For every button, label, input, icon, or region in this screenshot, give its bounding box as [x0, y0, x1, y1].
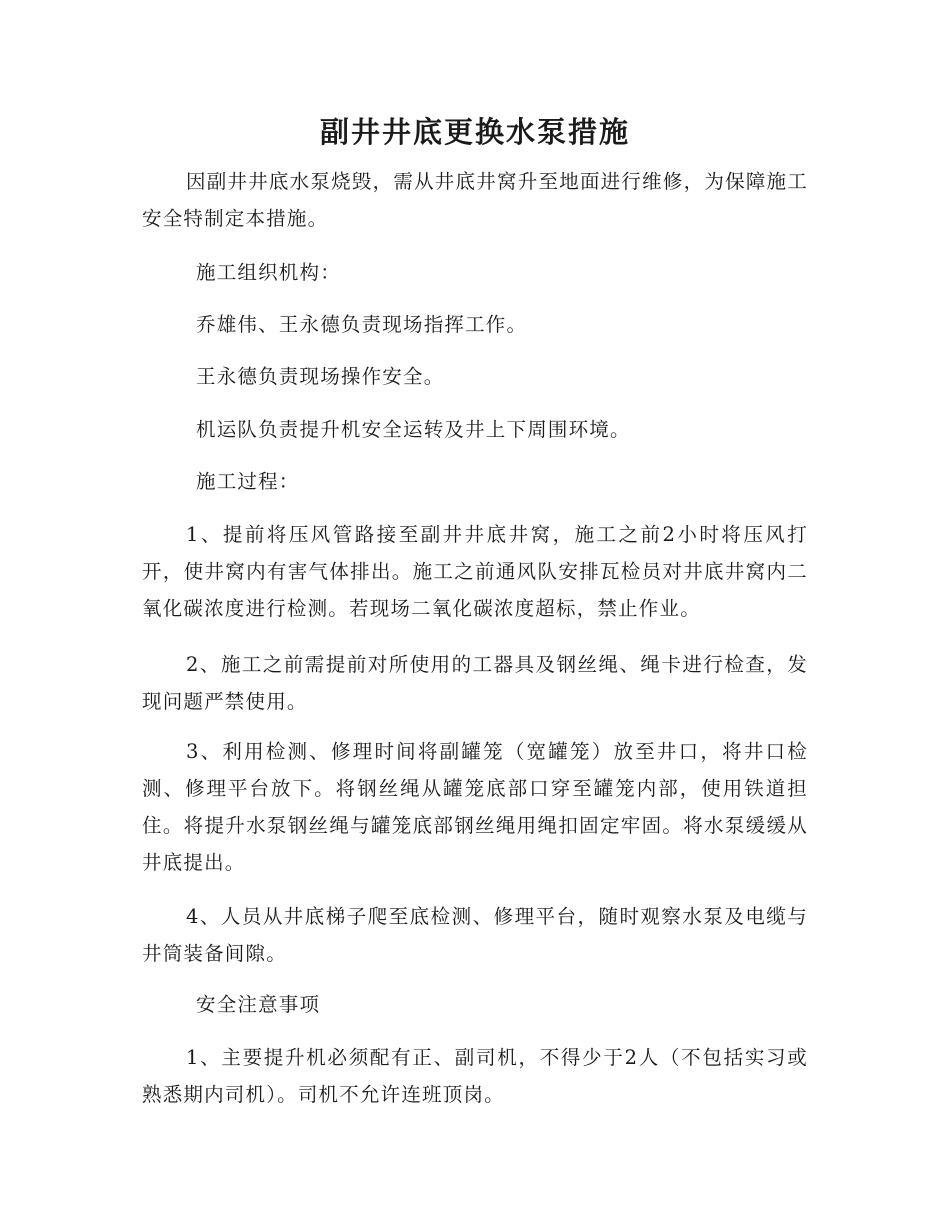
process-step: 3、利用检测、修理时间将副罐笼（宽罐笼）放至井口，将井口检测、修理平台放下。将钢丝绳从罐笼底部口穿至罐笼内部，使用铁道担住。将提升水泵钢丝绳与罐笼底部钢丝绳用绳扣固定牢固。将水泵缓缓从井底提出。 — [142, 740, 808, 874]
section-heading-organization: 施工组织机构： — [196, 261, 341, 284]
organization-item: 机运队负责提升机安全运转及井上下周围环境。 — [196, 418, 631, 441]
process-step: 1、提前将压风管路接至副井井底井窝，施工之前2小时将压风打开，使井窝内有害气体排出。施工之前通风队安排瓦检员对井底井窝内二氧化碳浓度进行检测。若现场二氧化碳浓度超标，禁止作业。 — [142, 523, 808, 620]
document-title: 副井井底更换水泵措施 — [319, 115, 630, 149]
organization-item: 乔雄伟、王永德负责现场指挥工作。 — [196, 313, 528, 336]
organization-item: 王永德负责现场操作安全。 — [196, 365, 445, 388]
process-step: 2、施工之前需提前对所使用的工器具及钢丝绳、绳卡进行检查，发现问题严禁使用。 — [142, 653, 808, 713]
section-heading-safety: 安全注意事项 — [196, 993, 321, 1016]
intro-paragraph: 因副井井底水泵烧毁，需从井底井窝升至地面进行维修，为保障施工安全特制定本措施。 — [142, 170, 808, 230]
section-heading-process: 施工过程： — [196, 470, 300, 493]
process-step: 4、人员从井底梯子爬至底检测、修理平台，随时观察水泵及电缆与井筒装备间隙。 — [142, 905, 808, 965]
safety-item: 1、主要提升机必须配有正、副司机，不得少于2人（不包括实习或熟悉期内司机）。司机不允许连班顶岗。 — [142, 1046, 808, 1106]
